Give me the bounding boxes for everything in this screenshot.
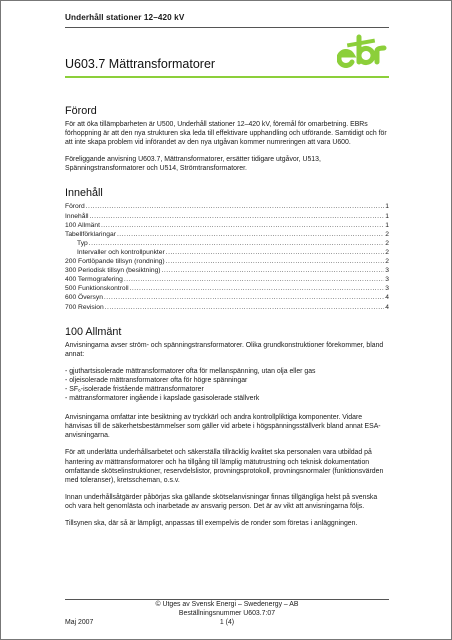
header-rule <box>65 27 389 28</box>
heading-allmant: 100 Allmänt <box>65 325 122 338</box>
toc-entry[interactable] <box>65 221 389 230</box>
list-item: - mättransformatorer ingående i kapslade gasisolerade ställverk <box>65 394 389 403</box>
footer-date: Maj 2007 <box>65 618 94 626</box>
section-innehall <box>65 187 389 311</box>
toc-entry-label: 400 Termografering <box>65 276 123 284</box>
allmant-paragraph-3: För att underlätta underhållsarbetet och säkerställa tillräcklig kvalitet ska personalen vara utbildad på hantering av mättransformatorer och ha tillgång till lämplig mätutrustning och teknisk dokumentation omfattande skötselinstruktioner, reservdelslistor, provningsprotokoll, provningsnormaler (funktionsvärden med toleranser), kretsscheman, o.s.v. <box>65 449 384 484</box>
toc-entry-page: 3 <box>385 285 389 293</box>
toc-leader-dots <box>166 248 385 257</box>
toc-entry[interactable] <box>65 266 389 275</box>
toc-entry[interactable] <box>65 303 389 312</box>
toc-leader-dots <box>105 303 385 312</box>
page-footer <box>65 601 389 628</box>
toc-leader-dots <box>162 266 385 275</box>
toc-entry-label: 600 Översyn <box>65 294 103 302</box>
toc-leader-dots <box>117 230 384 239</box>
section-allmant <box>65 326 389 529</box>
construction-list <box>65 367 389 403</box>
toc-entry[interactable] <box>65 275 389 284</box>
forord-paragraph-2: Föreliggande anvisning U603.7, Mättransformatorer, ersätter tidigare utgåvor, U513, Spänningstransformatorer och U514, Strömtransformatorer. <box>65 156 321 173</box>
toc-entry-label: 700 Revision <box>65 303 104 311</box>
toc-entry-page: 1 <box>385 221 389 229</box>
table-of-contents <box>65 202 389 311</box>
footer-bottom-line <box>65 619 389 628</box>
toc-entry-page: 4 <box>385 303 389 311</box>
toc-entry-page: 1 <box>385 212 389 220</box>
list-item: - oljeisolerade mättransformatorer ofta för högre spänningar <box>65 376 389 385</box>
running-head: Underhåll stationer 12–420 kV <box>65 13 185 22</box>
toc-entry-page: 3 <box>385 276 389 284</box>
toc-leader-dots <box>104 293 384 302</box>
toc-entry-page: 4 <box>385 294 389 302</box>
list-item: - SF₆-isolerade fristående mättransformatorer <box>65 385 389 394</box>
document-title: U603.7 Mättransformatorer <box>65 57 216 71</box>
toc-leader-dots <box>86 202 385 211</box>
toc-entry[interactable] <box>65 284 389 293</box>
footer-rule <box>65 599 389 600</box>
toc-leader-dots <box>124 275 384 284</box>
toc-entry[interactable] <box>65 293 389 302</box>
footer-publisher: © Utges av Svensk Energi – Swedenergy – AB <box>155 601 299 608</box>
toc-entry-page: 2 <box>385 248 389 256</box>
toc-entry-label: 100 Allmänt <box>65 221 100 229</box>
list-item: - gjuthartsisolerade mättransformatorer ofta för mellanspänning, utan olja eller gas <box>65 367 389 376</box>
toc-entry[interactable] <box>65 239 389 248</box>
toc-entry-page: 2 <box>385 230 389 238</box>
toc-leader-dots <box>130 284 385 293</box>
ebr-logo-icon <box>337 29 393 69</box>
toc-entry-label: Innehåll <box>65 212 89 220</box>
toc-entry-label: 200 Fortlöpande tillsyn (rondning) <box>65 258 165 266</box>
toc-leader-dots <box>166 257 385 266</box>
toc-entry[interactable] <box>65 248 389 257</box>
allmant-paragraph-5: Tillsynen ska, där så är lämpligt, anpassas till exempelvis de ronder som företas i anläggningen. <box>65 520 358 527</box>
toc-entry-label: Förord <box>65 203 85 211</box>
toc-entry-label: 500 Funktionskontroll <box>65 285 129 293</box>
toc-leader-dots <box>89 212 384 221</box>
toc-entry-page: 2 <box>385 258 389 266</box>
toc-leader-dots <box>101 221 384 230</box>
heading-forord: Förord <box>65 105 97 117</box>
allmant-paragraph-2: Anvisningarna omfattar inte besiktning av tryckkärl och andra kontrollpliktiga komponenter. Vidare hänvisas till de säkerhetsbestämmelser som gäller vid arbete i högspänningsställverk bland annat ESA-anvisningarna. <box>65 414 381 440</box>
toc-entry-page: 2 <box>385 239 389 247</box>
allmant-paragraph-1: Anvisningarna avser ström- och spänningstransformatorer. Olika grundkonstruktioner förekommer, bland annat: <box>65 341 384 358</box>
toc-entry[interactable] <box>65 257 389 266</box>
toc-entry-label: Intervaller och kontrollpunkter <box>77 248 165 256</box>
heading-innehall: Innehåll <box>65 187 103 200</box>
toc-leader-dots <box>89 239 384 248</box>
forord-paragraph-1: För att öka tillämpbarheten är U500, Underhåll stationer 12–420 kV, föremål för omarbetning. EBRs förhoppning är att den nya strukturen ska leda till effektivare upphandling och utförande. Samtidigt och för att inte skapa problem vid införandet av den nya utgåvan kommer numreringen att vara U600. <box>65 121 387 147</box>
toc-entry-page: 3 <box>385 267 389 275</box>
toc-entry[interactable] <box>65 230 389 239</box>
title-rule <box>65 76 389 78</box>
section-forord <box>65 105 389 173</box>
toc-entry-label: Typ <box>77 239 88 247</box>
toc-entry-label: Tabellförklaringar <box>65 230 116 238</box>
toc-entry[interactable] <box>65 212 389 221</box>
allmant-paragraph-4: Innan underhållsåtgärder påbörjas ska gällande skötselanvisningar finnas tillgängliga helst på svenska och vara helt genomlästa och inarbetade av ansvarig person. Det är av vikt att anvisningarna följs. <box>65 493 378 510</box>
toc-entry-page: 1 <box>385 203 389 211</box>
footer-page-number: 1 (4) <box>219 618 235 626</box>
document-body <box>65 105 389 536</box>
toc-entry-label: 300 Periodisk tillsyn (besiktning) <box>65 267 161 275</box>
footer-order-number: Beställningsnummer U603.7:07 <box>178 609 276 617</box>
toc-entry[interactable] <box>65 202 389 211</box>
